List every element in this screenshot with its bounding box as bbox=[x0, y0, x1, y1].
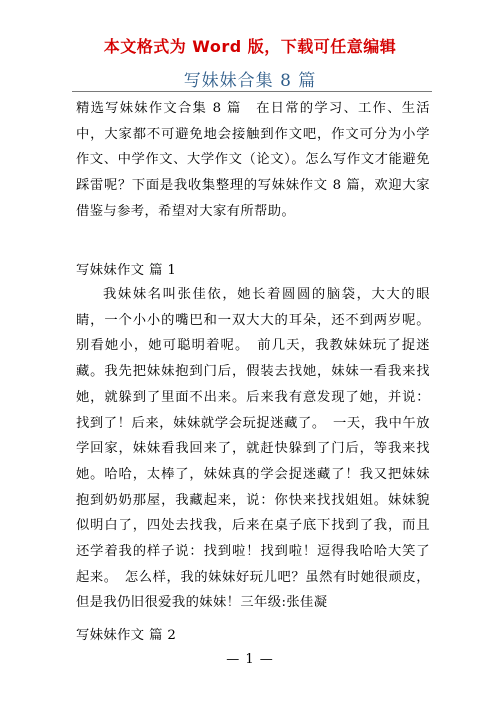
document-title: 写妹妹合集 8 篇 bbox=[183, 71, 317, 91]
intro-paragraph: 精选写妹妹作文合集 8 篇 在日常的学习、工作、生活中，大家都不可避免地会接触到作文吧，作文可分为小学作文、中学作文、大学作文（论文）。怎么写作文才能避免踩雷呢？下面是我收集整理的写妹妹作文 8 篇，欢迎大家借鉴与参考，希望对大家有所帮助。 bbox=[76, 101, 430, 219]
section-1-heading: 写妹妹作文 篇 1 bbox=[76, 263, 177, 278]
section-2-heading: 写妹妹作文 篇 2 bbox=[76, 628, 177, 643]
section-1-body: 我妹妹名叫张佳依，她长着圆圆的脑袋，大大的眼睛，一个小小的嘴巴和一双大大的耳朵，还不到两岁呢。别看她小，她可聪明着呢。 前几天，我教妹妹玩了捉迷藏。我先把妹妹抱到门后，假装去找她，妹妹一看我来找她，就躲到了里面不出来。后来我有意发现了她，并说：找到了！后来，妹妹就学会玩捉迷藏了。 一天，我中午放学回家，妹妹看我回来了，就赶快躲到了门后，等我来找她。哈哈，太棒了，妹妹真的学会捉迷藏了！我又把妹妹抱到奶奶那屋，我藏起来，说：你快来找找姐姐。妹妹貌似明白了，四处去找我，后来在桌子底下找到了我，而且还学着我的样子说：找到啦！找到啦！逗得我哈哈大笑了起来。 怎么样，我的妹妹好玩儿吧？虽然有时她很顽皮，但是我仍旧很爱我的妹妹！三年级:张佳凝 bbox=[76, 287, 430, 611]
page-number: — 1 — bbox=[226, 652, 274, 667]
title-divider bbox=[72, 91, 432, 92]
format-banner: 本文格式为 Word 版，下载可任意编辑 bbox=[103, 37, 397, 56]
